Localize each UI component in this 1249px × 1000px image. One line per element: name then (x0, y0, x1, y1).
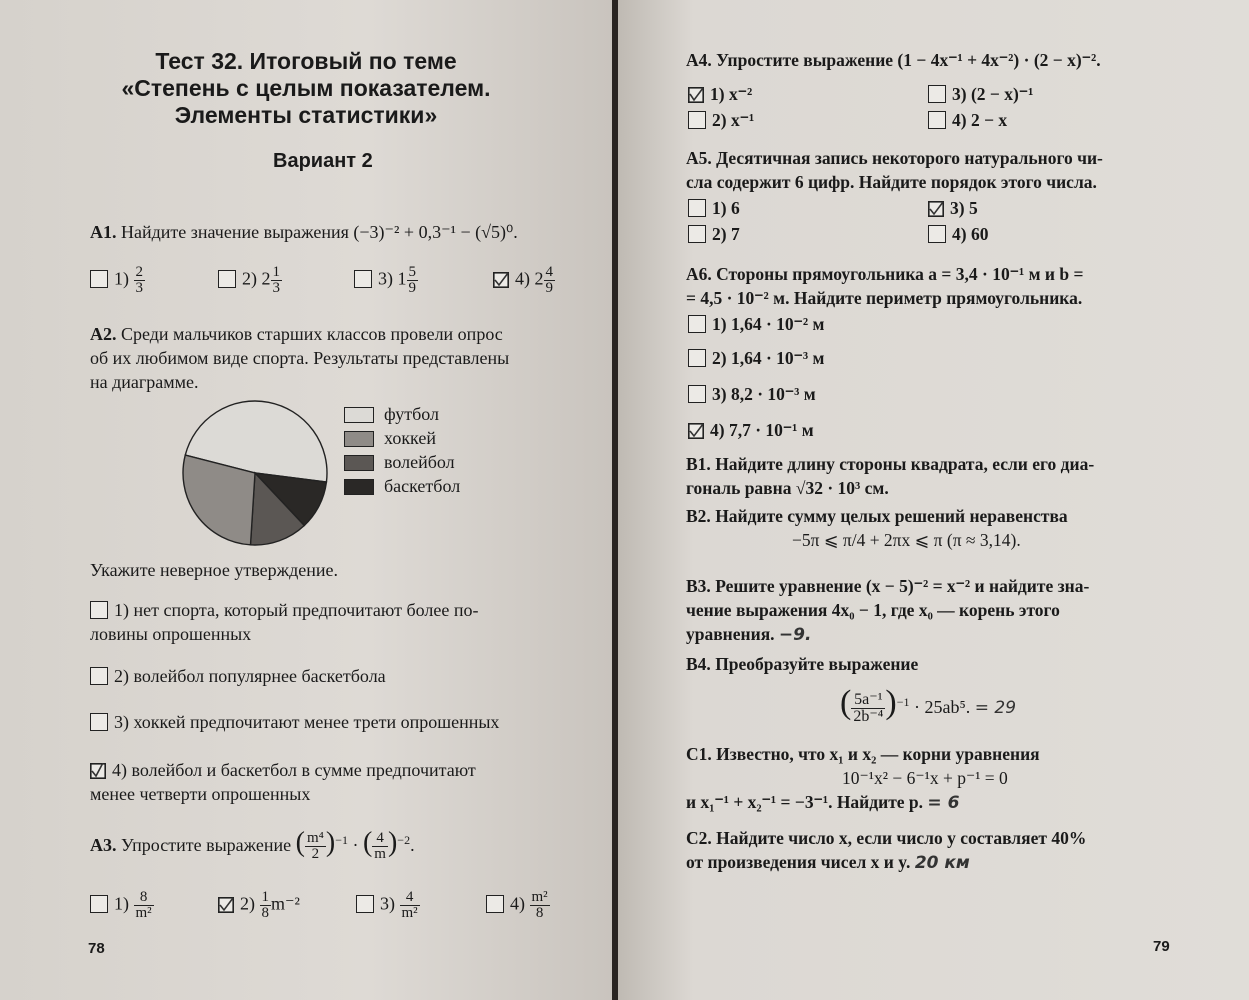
a2-option-3[interactable]: 3) хоккей предпочитают менее трети опрошенных (90, 710, 499, 734)
fraction: $\frac{4}{m}$ (374, 830, 386, 863)
a1-option-2[interactable]: 2) 2 $\frac{1}{3}$ (218, 265, 282, 296)
a6-option-1[interactable]: 1) 1,64 · 10⁻² м (688, 312, 824, 336)
a3-option-1[interactable]: 1) $\frac{8}{\text{m²}}$ (90, 890, 154, 921)
legend-basketball: баскетбол (384, 476, 461, 496)
checkbox[interactable] (90, 895, 108, 913)
a2-option-2[interactable]: 2) волейбол популярнее баскетбола (90, 664, 386, 688)
fraction: $\frac{1}{8}$ (261, 889, 269, 921)
a3-option-2[interactable]: 2) $\frac{1}{8}$ m⁻² (218, 890, 300, 921)
a6-option-4[interactable]: 4) 7,7 · 10⁻¹ м (688, 418, 814, 442)
checked-checkbox-icon[interactable] (688, 87, 704, 103)
a6-option-3[interactable]: 3) 8,2 · 10⁻³ м (688, 382, 816, 406)
checked-checkbox-icon[interactable] (688, 423, 704, 439)
checkbox[interactable] (688, 315, 706, 333)
a4-question: А4. Упростите выражение (1 − 4x⁻¹ + 4x⁻²) · (2 − x)⁻². (686, 50, 1101, 70)
a2-option-1[interactable]: 1) нет спорта, который предпочитают более по- ловины опрошенных (90, 600, 479, 644)
a6-option-2[interactable]: 2) 1,64 · 10⁻³ м (688, 346, 824, 370)
fraction: $\frac{\text{m⁴}}{2}$ (306, 830, 324, 863)
title-line-1: Тест 32. Итоговый по теме (155, 48, 457, 74)
a1-option-3[interactable]: 3) 1 $\frac{5}{9}$ (354, 265, 418, 296)
left-page (0, 0, 612, 1000)
checkbox[interactable] (218, 270, 236, 288)
checked-checkbox-icon[interactable] (928, 201, 944, 217)
checkbox[interactable] (688, 349, 706, 367)
checked-checkbox-icon[interactable] (90, 763, 106, 779)
checkbox[interactable] (688, 111, 706, 129)
checkbox[interactable] (688, 385, 706, 403)
a6-question: А6. Стороны прямоугольника a = 3,4 · 10⁻¹ м и b = = 4,5 · 10⁻² м. Найдите периметр прямоугольника. (686, 264, 1084, 308)
checkbox[interactable] (90, 713, 108, 731)
fraction: $\frac{2}{3}$ (135, 264, 143, 296)
a3-option-4[interactable]: 4) $\frac{\text{m²}}{8}$ (486, 890, 550, 921)
fraction: $\frac{4}{\text{m²}}$ (401, 889, 418, 921)
a1-text: Найдите значение выражения (−3)⁻² + 0,3⁻¹ − (√5)⁰. (121, 222, 518, 242)
a5-option-1[interactable]: 1) 6 (688, 196, 740, 220)
legend-volleyball: волейбол (384, 452, 455, 472)
fraction: $\frac{\text{m²}}{8}$ (531, 889, 548, 921)
checkbox[interactable] (486, 895, 504, 913)
test-title (86, 48, 526, 129)
b4-formula: ( $\frac{\text{5a⁻¹}}{\text{2b⁻⁴}}$ )$^{-1}$ · 25ab⁵. = 29 (840, 684, 1017, 726)
fraction: $\frac{\text{5a⁻¹}}{\text{2b⁻⁴}}$ (853, 691, 884, 726)
a1-option-1[interactable]: 1) $\frac{2}{3}$ (90, 265, 145, 296)
checkbox[interactable] (928, 225, 946, 243)
a5-option-4[interactable]: 4) 60 (928, 222, 988, 246)
c1-question: С1. Известно, что x₁ и x₂ — корни уравнения 10⁻¹x² − 6⁻¹x + p⁻¹ = 0 и x₁⁻¹ + x₂⁻¹ = −3⁻¹. Найдите p. = 6 (686, 744, 1040, 813)
a2-instruction: Укажите неверное утверждение. (90, 560, 338, 580)
pie-chart (180, 398, 330, 548)
b2-question: В2. Найдите сумму целых решений неравенства −5π ⩽ π/4 + 2πx ⩽ π (π ≈ 3,14). (686, 506, 1068, 550)
a3-question: А3. Упростите выражение ( $\frac{\text{m⁴}}{2}$ )$^{-1}$ · ( $\frac{4}{m}$ )$^{-2}$. (90, 827, 415, 863)
fraction: $\frac{5}{9}$ (408, 264, 416, 296)
a4-option-1[interactable]: 1) x⁻² (688, 82, 752, 106)
checked-checkbox-icon[interactable] (218, 897, 234, 913)
legend-swatch-football (344, 407, 374, 423)
checkbox[interactable] (90, 270, 108, 288)
checked-checkbox-icon[interactable] (493, 272, 509, 288)
title-line-2: «Степень с целым показателем. (121, 75, 491, 101)
checkbox[interactable] (90, 667, 108, 685)
a2-option-4[interactable]: 4) волейбол и баскетбол в сумме предпочитают менее четверти опрошенных (90, 760, 476, 804)
b2-formula: −5π ⩽ π/4 + 2πx ⩽ π (π ≈ 3,14). (792, 530, 1021, 550)
a1-label: А1. (90, 222, 117, 242)
a4-option-4[interactable]: 4) 2 − x (928, 108, 1007, 132)
a1-option-4[interactable]: 4) 2 $\frac{4}{9}$ (493, 265, 555, 296)
a5-option-2[interactable]: 2) 7 (688, 222, 740, 246)
handwritten-answer-c1: = 6 (927, 793, 960, 813)
legend-football: футбол (384, 404, 439, 424)
handwritten-answer-b4: = 29 (974, 698, 1017, 718)
a3-option-3[interactable]: 3) $\frac{4}{\text{m²}}$ (356, 890, 420, 921)
checkbox[interactable] (688, 199, 706, 217)
a4-option-3[interactable]: 3) (2 − x)⁻¹ (928, 82, 1033, 106)
b1-question: В1. Найдите длину стороны квадрата, если его диа- гональ равна √32 · 10³ см. (686, 454, 1095, 498)
checkbox[interactable] (928, 111, 946, 129)
b4-question: В4. Преобразуйте выражение (686, 654, 919, 674)
page-number-left: 78 (88, 940, 105, 957)
b3-question: В3. Решите уравнение (x − 5)⁻² = x⁻² и найдите зна- чение выражения 4x₀ − 1, где x₀ — корень этого уравнения. −9. (686, 576, 1090, 645)
legend-swatch-volleyball (344, 455, 374, 471)
handwritten-answer-c2: 20 км (914, 853, 970, 873)
a4-option-2[interactable]: 2) x⁻¹ (688, 108, 754, 132)
a2-question: А2. Среди мальчиков старших классов провели опрос об их любимом виде спорта. Результаты представлены на диаграмме. (90, 324, 510, 392)
checkbox[interactable] (688, 225, 706, 243)
fraction: $\frac{8}{\text{m²}}$ (135, 889, 152, 921)
legend-swatch-hockey (344, 431, 374, 447)
c1-formula: 10⁻¹x² − 6⁻¹x + p⁻¹ = 0 (842, 768, 1008, 788)
c2-question: С2. Найдите число x, если число y составляет 40% от произведения чисел x и y. 20 км (686, 828, 1087, 873)
handwritten-answer-b3: −9. (778, 625, 812, 645)
checkbox[interactable] (356, 895, 374, 913)
checkbox[interactable] (928, 85, 946, 103)
a1-question (90, 220, 518, 244)
legend-hockey: хоккей (384, 428, 436, 448)
title-line-3: Элементы статистики» (174, 102, 438, 128)
checkbox[interactable] (90, 601, 108, 619)
page-number-right: 79 (1153, 938, 1170, 955)
fraction: $\frac{1}{3}$ (272, 264, 280, 296)
fraction: $\frac{4}{9}$ (545, 264, 553, 296)
a5-question: А5. Десятичная запись некоторого натурального чи- сла содержит 6 цифр. Найдите порядок этого числа. (686, 148, 1103, 192)
checkbox[interactable] (354, 270, 372, 288)
a5-option-3[interactable]: 3) 5 (928, 196, 978, 220)
legend-swatch-basketball (344, 479, 374, 495)
right-page (618, 0, 1249, 1000)
variant-heading: Вариант 2 (273, 150, 373, 172)
